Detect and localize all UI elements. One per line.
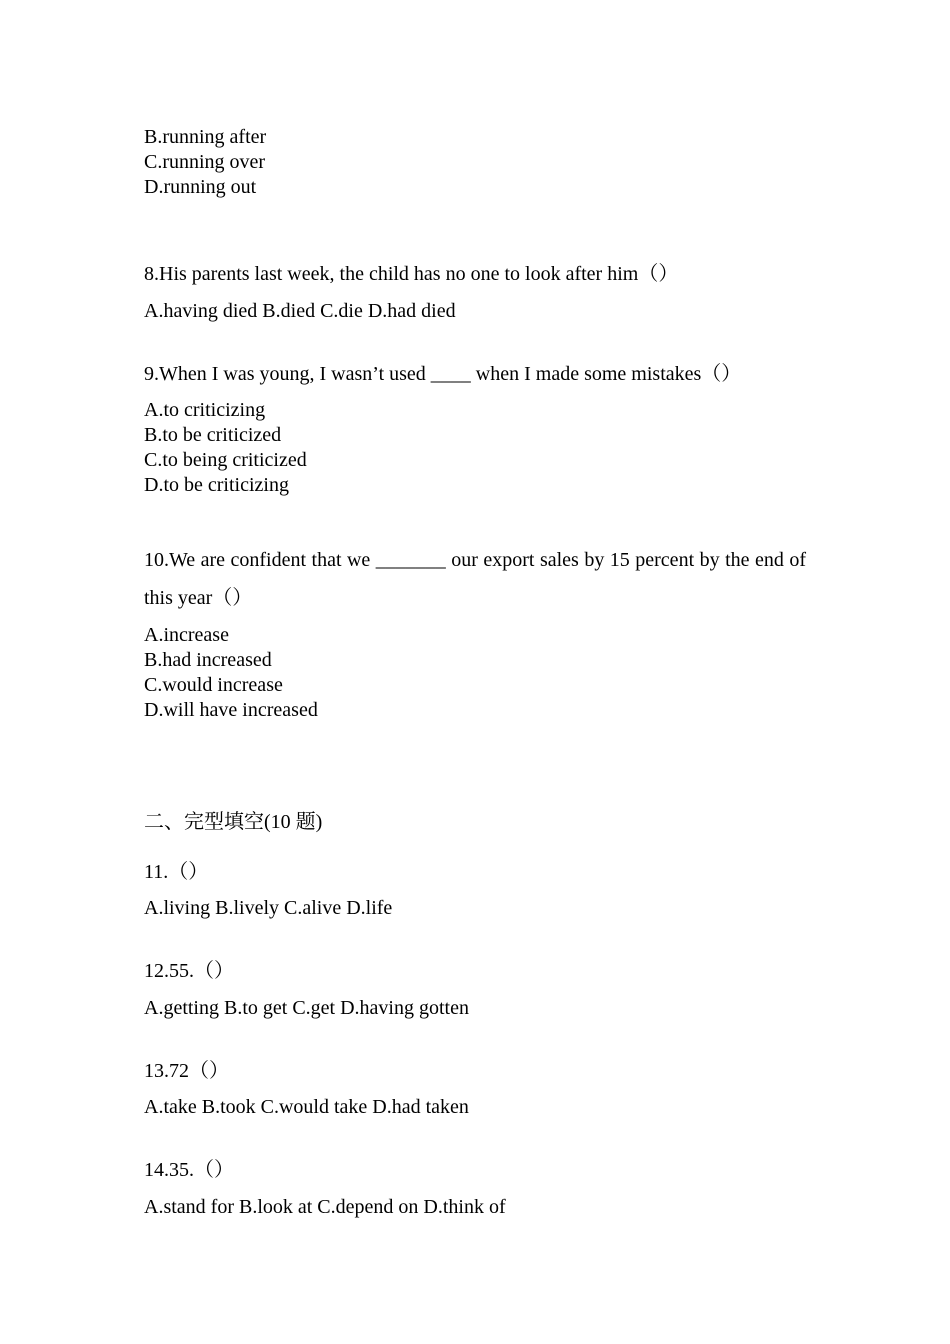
question-10 xyxy=(144,541,806,617)
option-c: C.would increase xyxy=(144,674,283,696)
question-9-options xyxy=(144,398,806,498)
question-10-options xyxy=(144,623,806,723)
question-10-stem: 10.We are confident that we _______ our export sales by 15 percent by the end of this year（） xyxy=(144,549,806,609)
option-d: D.will have increased xyxy=(144,699,318,721)
question-14-options-text: A.stand for B.look at C.depend on D.think of xyxy=(144,1196,506,1218)
question-13-stem: 13.72（） xyxy=(144,1060,229,1082)
question-9-stem: 9.When I was young, I wasn’t used ____ when I made some mistakes（） xyxy=(144,363,742,385)
section-heading xyxy=(144,810,806,835)
option-b: B.to be criticized xyxy=(144,424,282,446)
question-8-options xyxy=(144,299,806,324)
option-d: D.running out xyxy=(144,176,257,198)
question-12 xyxy=(144,959,806,984)
option-d: D.to be criticizing xyxy=(144,474,289,496)
option-a: A.to criticizing xyxy=(144,399,266,421)
question-11-options xyxy=(144,896,806,921)
question-13-options-text: A.take B.took C.would take D.had taken xyxy=(144,1096,469,1118)
question-8-stem: 8.His parents last week, the child has no one to look after him（） xyxy=(144,263,679,285)
option-c: C.to being criticized xyxy=(144,449,307,471)
question-14-options xyxy=(144,1195,806,1220)
option-c: C.running over xyxy=(144,151,266,173)
section-title: 二、完型填空(10 题) xyxy=(144,811,323,833)
prev-question-options xyxy=(144,125,806,200)
question-8-options-text: A.having died B.died C.die D.had died xyxy=(144,300,456,322)
question-13 xyxy=(144,1059,806,1084)
question-11-options-text: A.living B.lively C.alive D.life xyxy=(144,897,393,919)
question-14-stem: 14.35.（） xyxy=(144,1159,234,1181)
option-b: B.had increased xyxy=(144,649,272,671)
question-9 xyxy=(144,362,806,387)
question-11 xyxy=(144,860,806,885)
question-12-options-text: A.getting B.to get C.get D.having gotten xyxy=(144,997,469,1019)
option-b: B.running after xyxy=(144,126,267,148)
question-11-stem: 11.（） xyxy=(144,861,209,883)
question-12-stem: 12.55.（） xyxy=(144,960,234,982)
option-a: A.increase xyxy=(144,624,229,646)
question-13-options xyxy=(144,1095,806,1120)
question-8 xyxy=(144,262,806,287)
question-14 xyxy=(144,1158,806,1183)
question-12-options xyxy=(144,996,806,1021)
